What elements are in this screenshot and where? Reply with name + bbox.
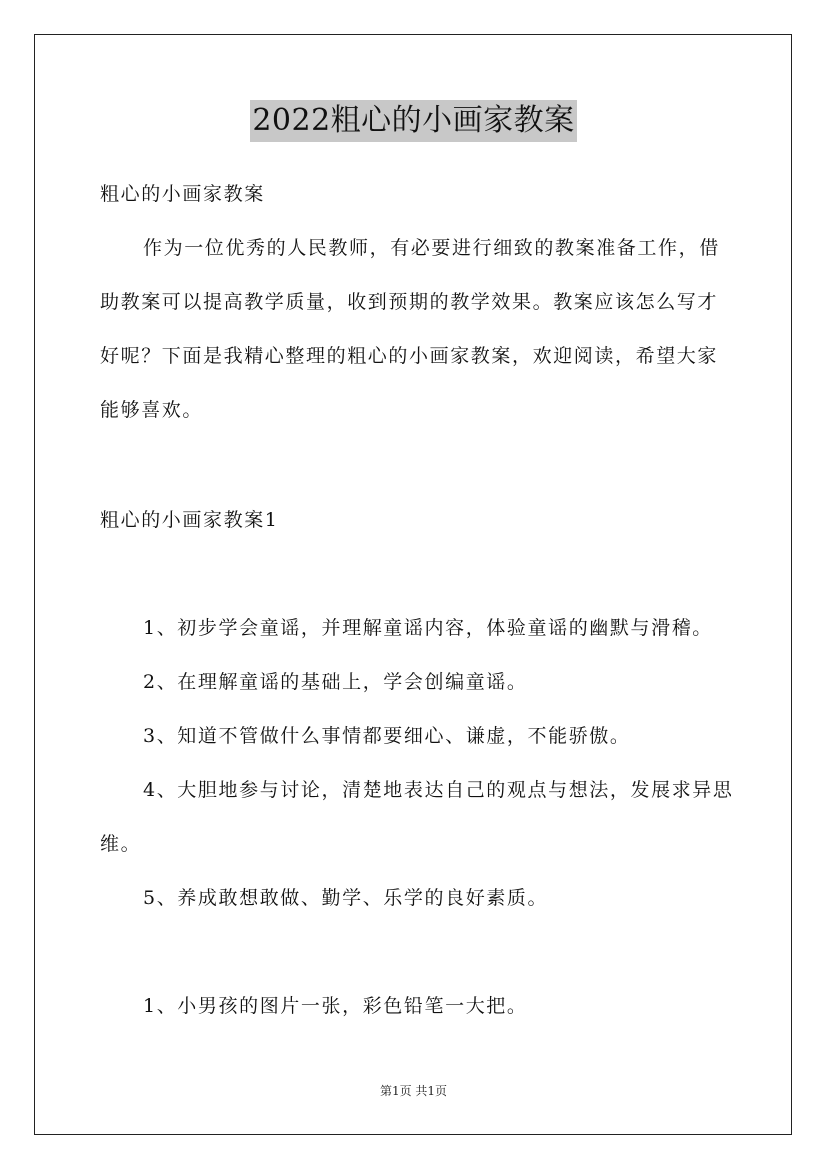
goal-5: 5、养成敢想敢做、勤学、乐学的良好素质。 — [143, 887, 549, 909]
document-heading: 粗心的小画家教案 — [100, 183, 265, 205]
title-container — [0, 100, 827, 142]
intro-line-3: 好呢？下面是我精心整理的粗心的小画家教案，欢迎阅读，希望大家 — [100, 345, 719, 367]
intro-line-4: 能够喜欢。 — [100, 399, 204, 421]
page-footer: 第1页 共1页 — [379, 1084, 448, 1098]
intro-line-1: 作为一位优秀的人民教师，有必要进行细致的教案准备工作，借 — [143, 237, 720, 259]
material-1: 1、小男孩的图片一张，彩色铅笔一大把。 — [143, 995, 528, 1017]
goal-4-continued: 维。 — [100, 833, 142, 855]
goal-4: 4、大胆地参与讨论，清楚地表达自己的观点与想法，发展求异思 — [143, 779, 734, 801]
document-title: 2022粗心的小画家教案 — [250, 100, 576, 142]
section-heading: 粗心的小画家教案1 — [100, 509, 279, 531]
goal-1: 1、初步学会童谣，并理解童谣内容，体验童谣的幽默与滑稽。 — [143, 617, 713, 639]
intro-line-2: 助教案可以提高教学质量，收到预期的教学效果。教案应该怎么写才 — [100, 291, 719, 313]
goal-2: 2、在理解童谣的基础上，学会创编童谣。 — [143, 671, 528, 693]
goal-3: 3、知道不管做什么事情都要细心、谦虚，不能骄傲。 — [143, 725, 631, 747]
